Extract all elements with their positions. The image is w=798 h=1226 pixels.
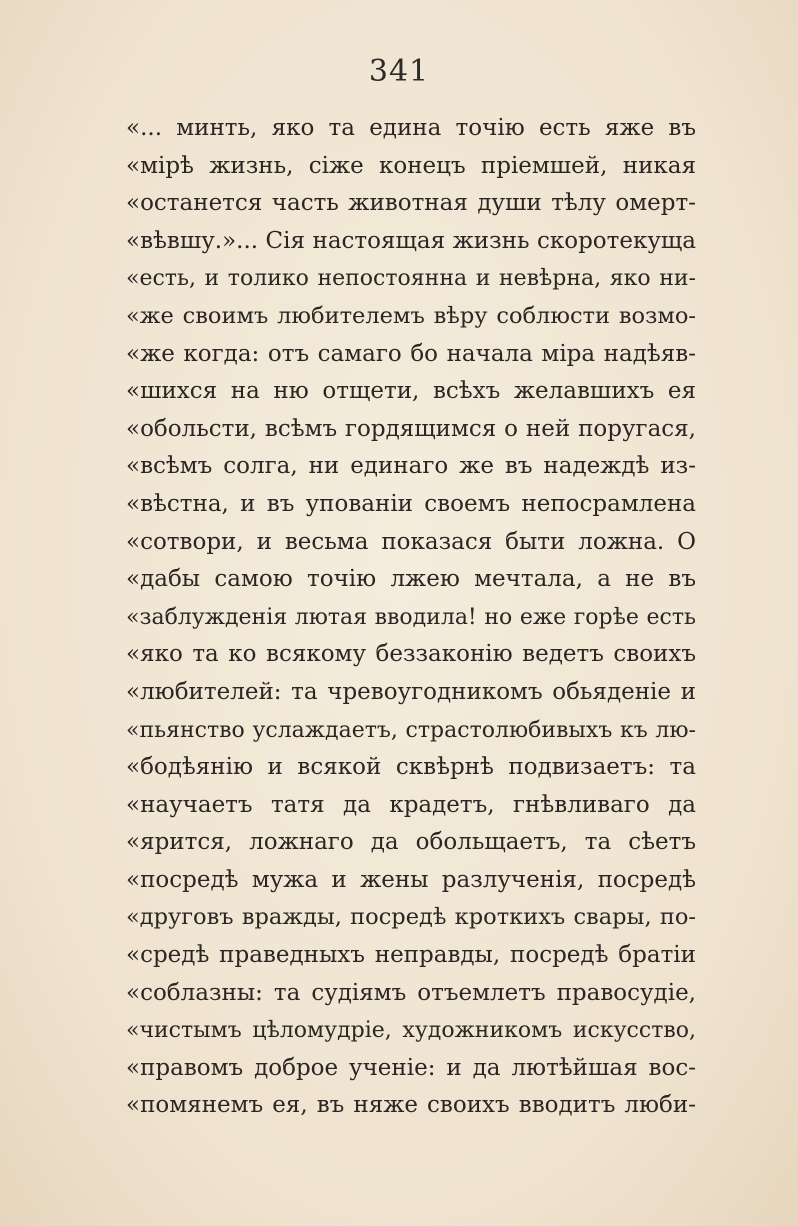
text-line: «посредѣ мужа и жены разлученія, посредѣ xyxy=(126,866,696,893)
text-line: «пьянство услаждаетъ, страстолюбивыхъ къ лю- xyxy=(126,717,696,743)
text-line: «обольсти, всѣмъ гордящимся о ней поругася, xyxy=(126,415,696,442)
text-line: «чистымъ цѣломудріе, художникомъ искусство, xyxy=(126,1018,696,1044)
text-line: «правомъ доброе ученіе: и да лютѣйшая вос- xyxy=(126,1054,696,1081)
text-line: «вѣвшу.»... Сія настоящая жизнь скоротекуща xyxy=(126,227,696,254)
text-line: «друговъ вражды, посредѣ кроткихъ свары, по- xyxy=(126,904,696,931)
body-text xyxy=(126,110,696,1125)
text-line: «ярится, ложнаго да обольщаетъ, та сѣетъ xyxy=(126,829,696,856)
text-line: «сотвори, и весьма показася быти ложна. О xyxy=(126,528,696,555)
text-line: «же когда: отъ самаго бо начала міра надѣяв- xyxy=(126,340,696,367)
text-line: «вѣстна, и въ упованіи своемъ непосрамлена xyxy=(126,490,696,517)
text-line: «помянемъ ея, въ няже своихъ вводитъ люби- xyxy=(126,1092,696,1119)
text-line: «заблужденія лютая вводила! но еже горѣе есть xyxy=(126,604,696,630)
text-line: «научаетъ татя да крадетъ, гнѣвливаго да xyxy=(126,791,696,818)
text-line: «яко та ко всякому беззаконію ведетъ своихъ xyxy=(126,641,696,668)
text-line: «любителей: та чревоугодникомъ обьяденіе и xyxy=(126,678,696,705)
text-line: «мірѣ жизнь, сіже конецъ пріемшей, никая xyxy=(126,152,696,179)
text-line: «есть, и толико непостоянна и невѣрна, яко ни- xyxy=(126,266,696,292)
text-line: «шихся на ню отщети, всѣхъ желавшихъ ея xyxy=(126,378,696,405)
text-line: «... минть, яко та едина точію есть яже въ xyxy=(126,115,696,141)
page-number: 341 xyxy=(368,54,430,89)
text-line: «соблазны: та судіямъ отъемлетъ правосудіе, xyxy=(126,979,696,1006)
text-line: «бодѣянію и всякой сквѣрнѣ подвизаетъ: та xyxy=(126,754,696,781)
text-line: «дабы самою точію лжею мечтала, а не въ xyxy=(126,566,696,593)
text-line: «останется часть животная души тѣлу омерт- xyxy=(126,190,696,217)
text-line: «средѣ праведныхъ неправды, посредѣ братіи xyxy=(126,942,696,969)
text-line: «всѣмъ солга, ни единаго же въ надеждѣ из- xyxy=(126,453,696,480)
text-line: «же своимъ любителемъ вѣру соблюсти возмо- xyxy=(126,302,696,329)
